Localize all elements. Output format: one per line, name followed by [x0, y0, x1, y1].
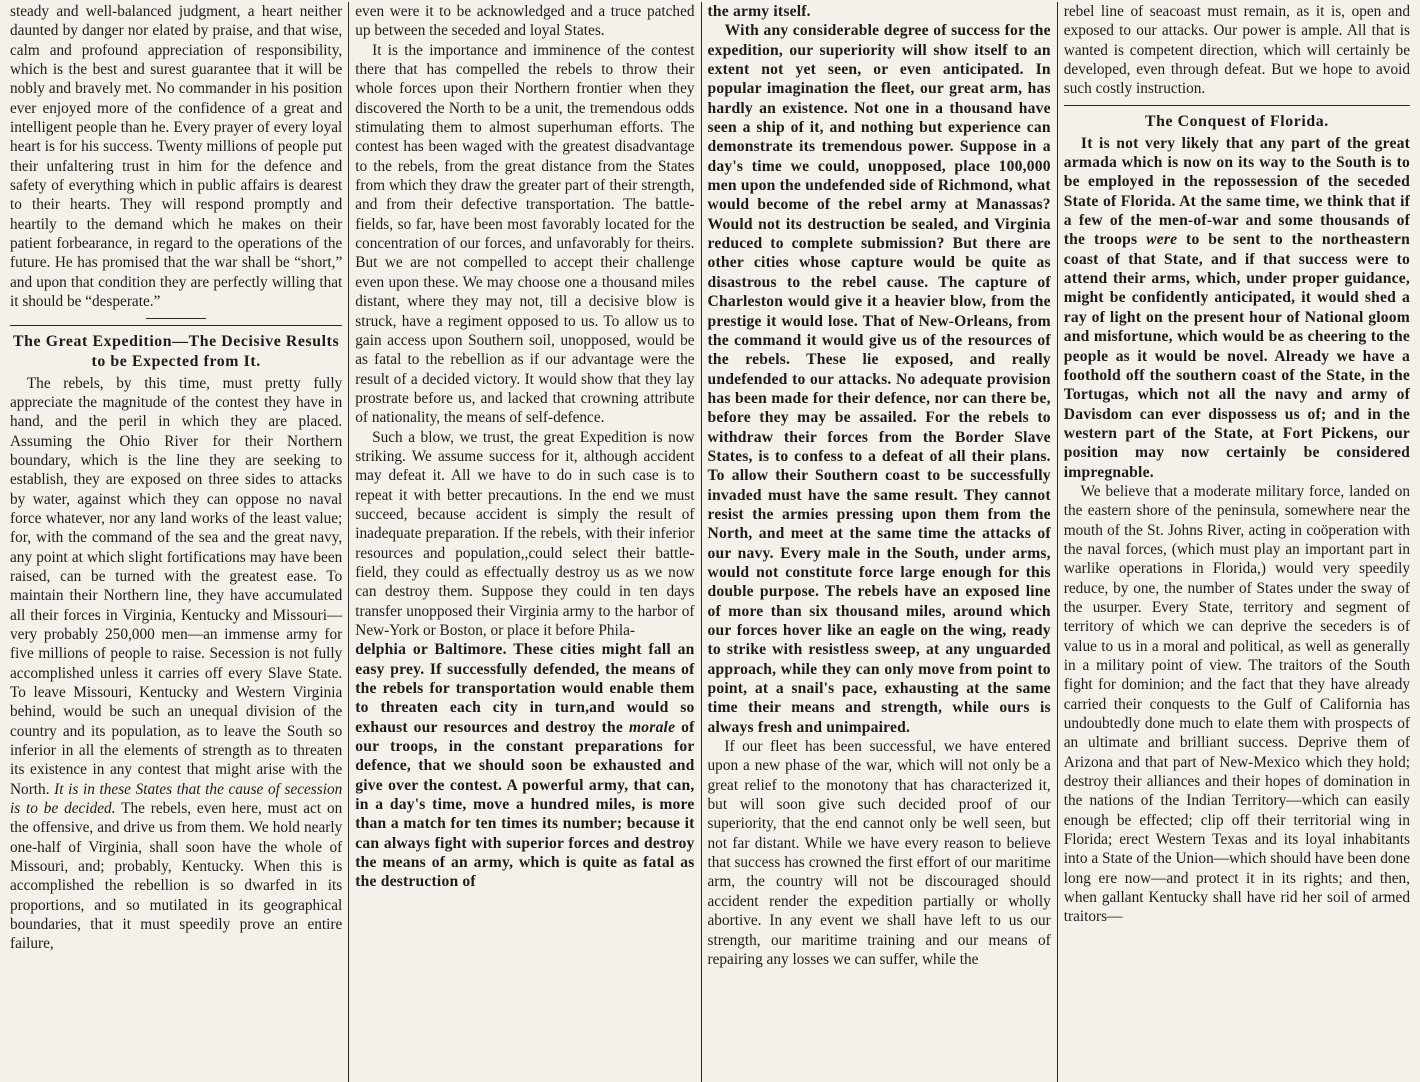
article-paragraph: It is the importance and imminence of the contest there that has compelled the rebels to throw their whole forces upon their Northern frontier when they discovered the North to be a unit, the tremendous odds stimulating them to almost superhuman efforts. The contest has been waged with the greatest disadvantage to the rebels, from the great distance from the States from which they draw the greater part of their strength, and from their defective transportation. The battle-fields, so far, have been most favorably located for the concentration of our forces, and unfavorably for theirs. But we are not compelled to accept their challenge even upon these. We may choose one a thousand miles distant, where they may not, till a decisive blow is struck, have a regiment opposed to us. To allow us to gain access upon Southern soil, unopposed, would be as fatal to the rebellion as if our advantage were the result of a decided victory. It would show that they lay prostrate before us, and lacked that crowning attribute of nationality, the means of self-defence. — [355, 41, 695, 427]
section-divider — [1064, 105, 1410, 106]
paragraph-text: to be sent to the northeastern coast of that State, and if that success were to attend their arms, which, under proper guidance, might be confidently anticipated, it would shed a ray of light on the present hour of National gloom and misfortune, which would be as cheering to the people as it would be novel. Already we have a foothold off the southern coast of the State, in the Tortugas, which not all the navy and army of Davisdom can ever dispossess us of; and in the western part of the State, at Fort Pickens, our position may now certainly be considered impregnable. — [1063, 231, 1410, 481]
article-continuation-paragraph: the army itself. — [707, 3, 811, 20]
paragraph-text: delphia or Baltimore. These cities might fall an easy prey. If successfully defended, the means of the rebels for transportation would enable them to threaten each city in turn,and would so exhaust our resources and destroy the — [355, 641, 695, 736]
end-of-article-rule — [146, 318, 206, 319]
article-headline-great-expedition: The Great Expedition—The Decisive Results to be Expected from It. — [13, 332, 340, 370]
article-headline-conquest-of-florida: The Conquest of Florida. — [1144, 112, 1329, 130]
section-divider — [10, 325, 342, 326]
article-paragraph: We believe that a moderate military force, landed on the eastern shore of the peninsula, somewhere near the mouth of the St. Johns River, acting in coöperation with the naval forces, (which must play an important part in warlike operations in Florida,) would very speedily reduce, by one, the number of States under the sway of the usurper. Every State, territory and segment of territory of which we can deprive the seceders is of value to us in a moral and political, as well as generally in a military point of view. The traitors of the South fight for dominion; and the fact that they have already carried their conquests to the Gulf of California has undoubtedly done much to elate them with prospects of an ultimate and brilliant success. Deprive them of Arizona and that part of New-Mexico which they hold; destroy their alliances and their hopes of domination in the nations of the Indian Territory—which can easily enough be effected; clip off their territorial wing in Florida; erect Western Texas and its loyal inhabitants into a State of the Union—which should have been done long ere now—and protect it in its rights; and then, when gallant Kentucky shall have rid her soil of armed traitors— — [1063, 482, 1410, 926]
paragraph-text: of our troops, in the constant preparations for defence, that we should soon be exhausted and give over the contest. A powerful army, that can, in a day's time, move a hundred miles, is more than a match for ten times its number; because it can always fight with superior forces and destroy the means of an army, which is quite as fatal as the destruction of — [355, 718, 695, 891]
paragraph-text: It is not very likely that any part of the great armada which is now on its way to the South is to be employed in the repossession of the seceded State of Florida. At the same time, we think that if a few of the men-of-war and some thousands of the troops — [1063, 134, 1410, 249]
column-3 — [702, 2, 1057, 1082]
paragraph-text: The rebels, by this time, must pretty fully appreciate the magnitude of the contest they have in hand, and the peril in which they are placed. Assuming the Ohio River for their Northern boundary, which is the line they are seeking to establish, they are exposed on three sides to attacks by water, against which they can oppose no naval force whatever, nor any land works of the least value; for, with the command of the sea and the great navy, any point at which slight fortifications may have been raised, can be turned with the greatest ease. To maintain their Northern line, they have accumulated all their forces in Virginia, Kentucky and Missouri—very probably 250,000 men—an immense army for five millions of people to raise. Secession is not fully accomplished unless it carries off every Slave State. To leave Missouri, Kentucky and Western Virginia behind, would be such an unequal division of the country and its population, as to leave the South so inferior in all the elements of strength as to threaten its existence in any contest that might arise with the North. — [10, 374, 343, 798]
italic-emphasis: It is in these States that the cause of secession is to be decided. — [10, 780, 343, 818]
article-paragraph-bold — [1064, 134, 1410, 482]
italic-emphasis: morale — [628, 718, 676, 736]
article-continuation-paragraph: even were it to be acknowledged and a truce patched up between the seceded and loyal States. — [355, 3, 695, 40]
article-paragraph-bold — [355, 640, 694, 891]
article-paragraph: Such a blow, we trust, the great Expedition is now striking. We assume success for it, although accident may defeat it. All we have to do in such case is to repeat it with better precautions. In the end we must succeed, because accident is simply the result of inadequate preparation. If the rebels, with their inferior resources and population,,could select their battle-field, they could as effectually destroy us as we now can destroy them. Suppose they could in ten days transfer unopposed their Virginia army to the harbor of New-York or Boston, or place it before Phila- — [355, 428, 695, 639]
column-2 — [349, 2, 700, 1082]
article-paragraph-bold: With any considerable degree of success for the expedition, our superiority will show itself to an extent not yet seen, or even anticipated. In popular imagination the fleet, our great arm, has hardly an existence. Not one in a thousand have seen a ship of it, and nothing but experience can demonstrate its tremendous power. Suppose in a day's time we could, unopposed, place 100,000 men upon the undefended side of Richmond, what would become of the rebel army at Manassas? Would not its destruction be sealed, and Virginia reduced to complete submission? But there are other cities whose capture would be quite as disastrous to the rebel cause. The capture of Charleston would give it a heavier blow, from the prestige it would lose. That of New-Orleans, from the command it would give us of the resources of the rebels. These lie exposed, and really undefended to our attacks. No adequate provision has been made for their defence, nor can there be, before they may be assailed. For the rebels to withdraw their forces from the Border Slave States, is to confess to a defeat of all their plans. To allow their Southern coast to be successfully invaded must have the same result. They cannot resist the armies pressing upon them from the North, and meet at the same time the attacks of our navy. Every male in the South, under arms, would not constitute force large enough for this double purpose. The rebels have an exposed line of more than six thousand miles, around which our forces hover like an eagle on the wing, ready to strike with resistless sweep, at any unguarded approach, while they can only move from point to point, at a snail's pace, exhausting at the same time their means and strength, while ours is always fresh and unimpaired. — [707, 22, 1051, 736]
article-continuation-paragraph: rebel line of seacoast must remain, as it is, open and exposed to our attacks. Our power is ample. All that is wanted is competent direction, which will certainly be developed, even through defeat. But we hope to avoid such costly instruction. — [1063, 3, 1410, 98]
article-paragraph — [10, 374, 342, 954]
paragraph-text: The rebels, even here, must act on the offensive, and drive us from them. We hold nearly one-half of Virginia, shall soon have the whole of Missouri, and; probably, Kentucky. When this is accomplished the rebellion is so dwarfed in its proportions, and so mutilated in its geographical boundaries, that it must speedily prove an entire failure, — [10, 800, 343, 953]
article-paragraph: If our fleet has been successful, we have entered upon a new phase of the war, which will not only be a great relief to the monotony that has characterized it, but will soon give such decided proof of our superiority, that the end cannot only be well seen, but not far distant. While we have every reason to believe that success has crowned the first effort of our maritime arm, the country will not be discouraged should accident render the expedition partially or wholly abortive. In any event we shall have left to us our strength, our maritime training and our means of repairing any losses we can suffer, while the — [707, 738, 1051, 968]
column-1 — [4, 2, 348, 1082]
italic-emphasis: were — [1146, 231, 1178, 249]
article-continuation-paragraph: steady and well-balanced judgment, a heart neither daunted by danger nor elated by praise, and that wise, calm and profound appreciation of responsibility, which is the best and surest guarantee that it will be nobly and bravely met. No commander in his position ever enjoyed more of the confidence of a great and intelligent people than he. Every prayer of every loyal heart is for his success. Twenty millions of people put their unfaltering trust in him for the defence and safety of everything which in public affairs is dearest to their hearts. They will respond promptly and heartily to the demand which he makes on their patient forbearance, in regard to the operations of the future. He has promised that the war shall be “short,” and upon that condition they are perfectly willing that it should be “desperate.” — [10, 3, 343, 311]
column-4 — [1058, 2, 1416, 1082]
